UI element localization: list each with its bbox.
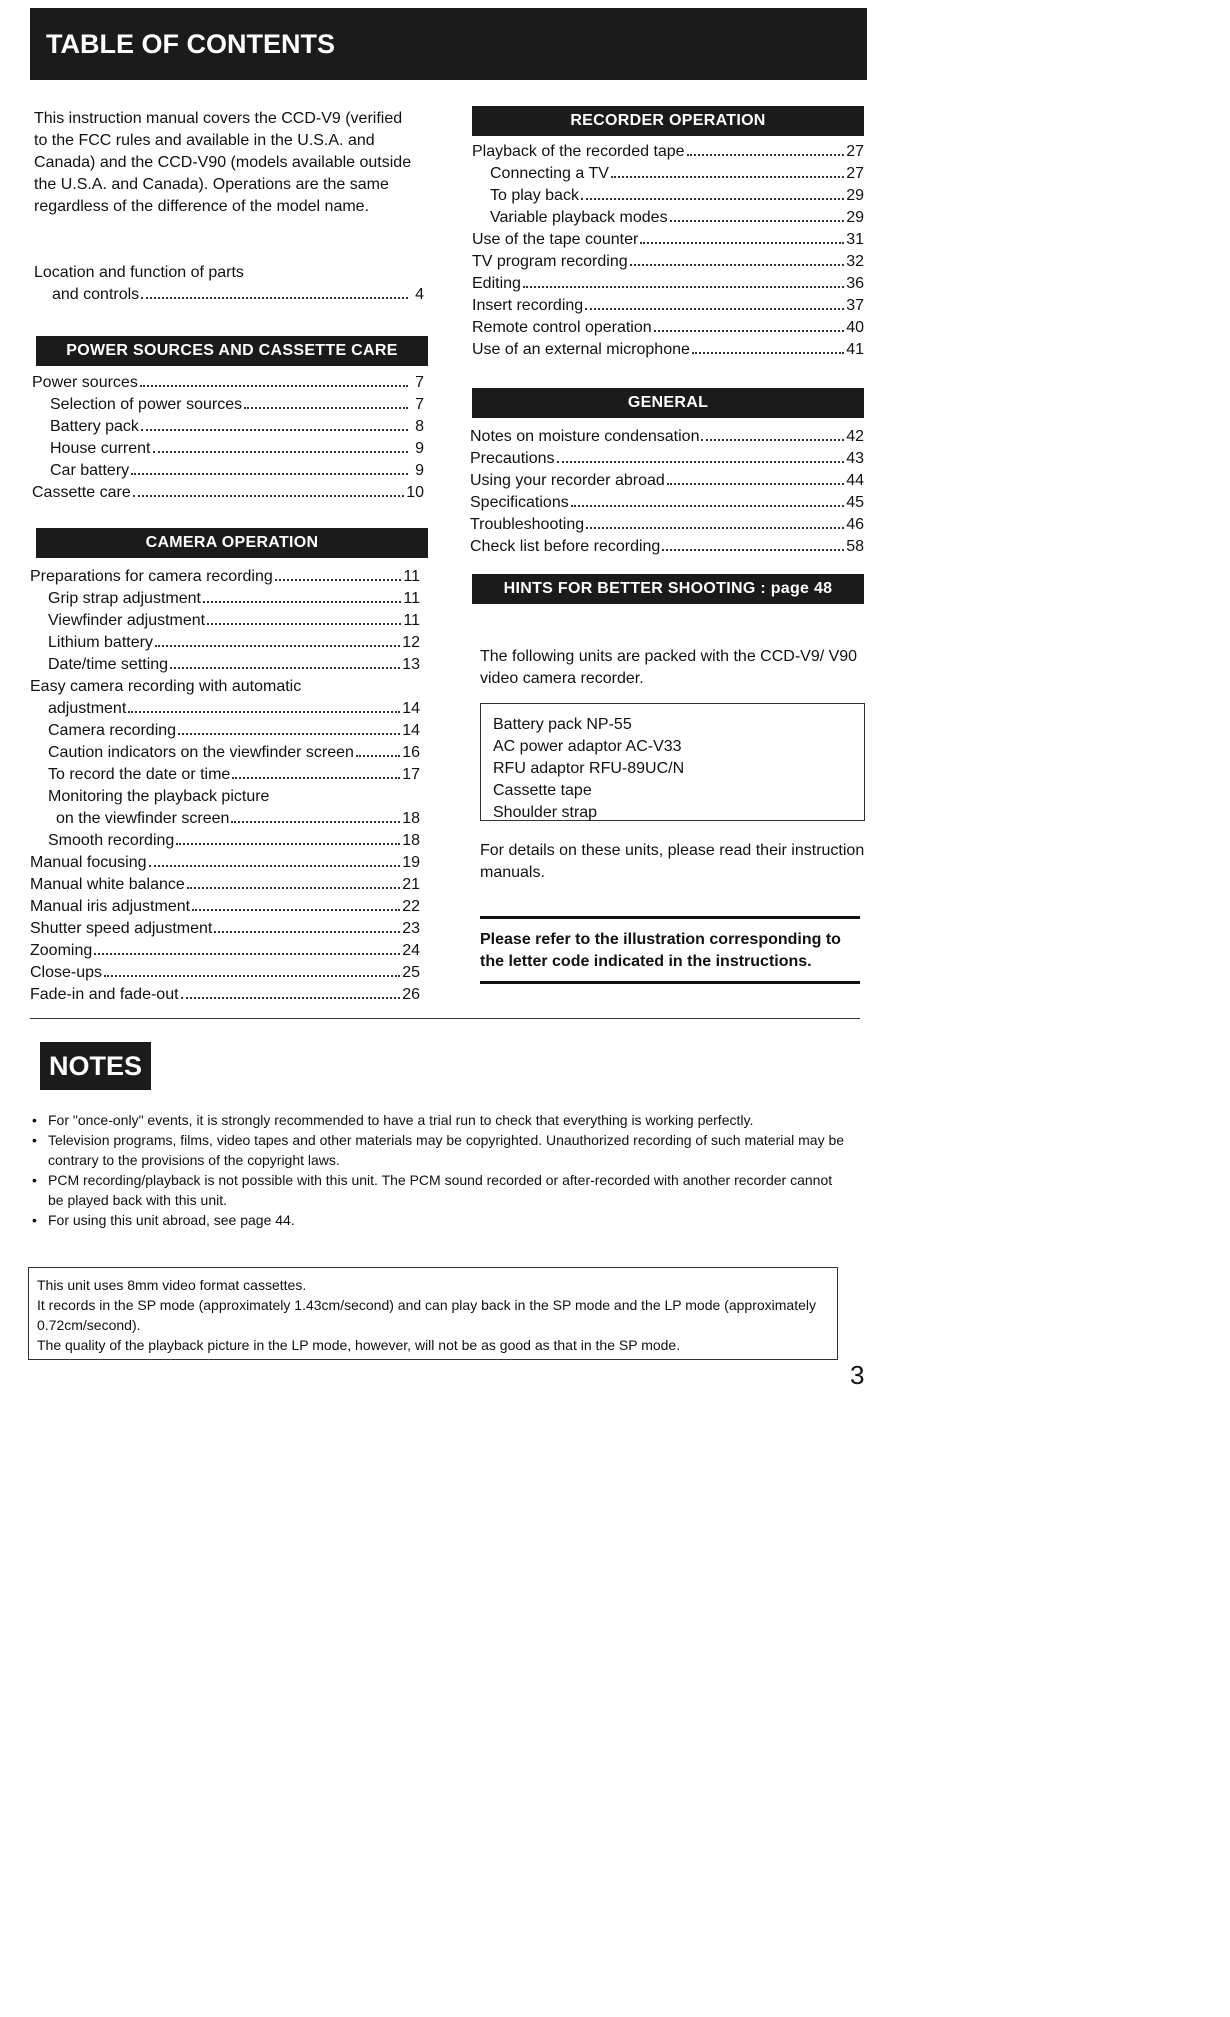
toc-item-page: 8	[415, 418, 424, 435]
illustration-note: Please refer to the illustration corresponding to the letter code indicated in the instructions.	[480, 916, 860, 984]
toc-item-title: Monitoring the playback picture	[48, 788, 270, 805]
toc-item	[30, 654, 420, 676]
toc-item-page: 11	[403, 612, 420, 629]
toc-item	[30, 566, 420, 588]
toc-item	[30, 676, 420, 698]
toc-item-title: Easy camera recording with automatic	[30, 678, 302, 695]
toc-list-general	[470, 426, 864, 558]
toc-item	[30, 720, 420, 742]
toc-list-recorder	[472, 141, 864, 361]
toc-item-title: To record the date or time	[48, 766, 231, 783]
toc-item-title: Playback of the recorded tape	[472, 143, 685, 160]
toc-item	[30, 962, 420, 984]
format-note-box	[28, 1267, 838, 1360]
dot-leader	[155, 645, 400, 647]
dot-leader	[667, 483, 844, 485]
notes-list	[30, 1110, 850, 1230]
toc-item-page: 36	[846, 275, 864, 292]
page-title: TABLE OF CONTENTS	[30, 8, 867, 80]
toc-item-page: 46	[846, 516, 864, 533]
dot-leader	[231, 821, 400, 823]
dot-leader	[149, 865, 401, 867]
toc-item-title: Connecting a TV	[490, 165, 609, 182]
toc-item	[472, 273, 864, 295]
format-note-line: The quality of the playback picture in the LP mode, however, will not be as good as that in the SP mode.	[37, 1337, 681, 1353]
toc-item-page: 7	[415, 396, 424, 413]
toc-item-page: 25	[402, 964, 420, 981]
toc-item	[472, 207, 864, 229]
dot-leader	[611, 176, 844, 178]
toc-item-page: 44	[846, 472, 864, 489]
toc-item-title: Smooth recording	[48, 832, 175, 849]
toc-item	[32, 394, 424, 416]
intro-paragraph: This instruction manual covers the CCD-V9 (verified to the FCC rules and available in the U.S.A. and Canada) and the CCD-V90 (models available outside the U.S.A. and Canada). Operations are the same regardless of the difference of the model name.	[34, 110, 412, 215]
toc-item-page: 12	[402, 634, 420, 651]
toc-item-page: 18	[402, 810, 420, 827]
format-note-line: This unit uses 8mm video format cassettes.	[37, 1277, 307, 1293]
toc-item	[32, 438, 424, 460]
toc-item-title: Selection of power sources	[50, 396, 243, 413]
toc-item	[470, 426, 864, 448]
toc-item	[30, 896, 420, 918]
toc-item	[470, 536, 864, 558]
format-note-line: It records in the SP mode (approximately 1.43cm/second) and can play back in the SP mode and the LP mode (approximately 0.72cm/second).	[37, 1297, 816, 1333]
toc-item-page: 42	[846, 428, 864, 445]
toc-item-page: 23	[402, 920, 420, 937]
toc-item	[472, 229, 864, 251]
note-text: Television programs, films, video tapes and other materials may be copyrighted. Unauthorized recording of such material may be contrary to the provisions of the copyright laws.	[48, 1132, 845, 1168]
toc-item-title: Manual focusing	[30, 854, 147, 871]
dot-leader	[128, 711, 400, 713]
toc-item	[30, 698, 420, 720]
toc-item-page: 26	[402, 986, 420, 1003]
toc-item	[32, 416, 424, 438]
toc-item-title: Date/time setting	[48, 656, 169, 673]
note-text: For "once-only" events, it is strongly recommended to have a trial run to check that everything is working perfectly.	[48, 1112, 754, 1128]
toc-item-page: 7	[415, 374, 424, 391]
toc-item-title: Variable playback modes	[490, 209, 668, 226]
toc-item	[32, 372, 424, 394]
toc-item-title: Manual white balance	[30, 876, 185, 893]
dot-leader	[571, 505, 844, 507]
toc-item	[472, 185, 864, 207]
packed-units-box	[480, 703, 865, 821]
dot-leader	[207, 623, 401, 625]
toc-item	[30, 852, 420, 874]
toc-item-title: Power sources	[32, 374, 138, 391]
toc-item-page: 29	[846, 187, 864, 204]
toc-item	[470, 492, 864, 514]
toc-item-page: 10	[406, 484, 424, 501]
toc-item-title: Editing	[472, 275, 521, 292]
dot-leader	[630, 264, 845, 266]
toc-item-page: 27	[846, 165, 864, 182]
toc-item-page: 32	[846, 253, 864, 270]
dot-leader	[153, 451, 409, 453]
toc-item-title: Use of the tape counter	[472, 231, 639, 248]
toc-item	[32, 482, 424, 504]
toc-item-title: Remote control operation	[472, 319, 652, 336]
section-heading-camera: CAMERA OPERATION	[36, 528, 428, 558]
page-number: 3	[850, 1360, 865, 1390]
dot-leader	[692, 352, 844, 354]
toc-item-title: Notes on moisture condensation	[470, 428, 700, 445]
toc-item	[30, 786, 420, 808]
dot-leader	[557, 461, 845, 463]
toc-list-camera	[30, 566, 420, 1006]
toc-item	[472, 317, 864, 339]
toc-item-title: Caution indicators on the viewfinder screen	[48, 744, 354, 761]
toc-item-title: Grip strap adjustment	[48, 590, 201, 607]
toc-item	[30, 764, 420, 786]
note-item	[30, 1110, 850, 1130]
toc-item-title: TV program recording	[472, 253, 628, 270]
dot-leader	[356, 755, 400, 757]
dot-leader	[214, 931, 400, 933]
toc-item-title: adjustment	[48, 700, 127, 717]
toc-item-page: 22	[402, 898, 420, 915]
toc-item-title: Viewfinder adjustment	[48, 612, 206, 629]
toc-item	[30, 632, 420, 654]
toc-item-page: 45	[846, 494, 864, 511]
toc-item	[472, 339, 864, 361]
toc-item	[30, 588, 420, 610]
toc-item	[30, 984, 420, 1006]
divider	[30, 1018, 860, 1019]
toc-item	[30, 874, 420, 896]
note-text: PCM recording/playback is not possible with this unit. The PCM sound recorded or after-recorded with another recorder cannot be played back with this unit.	[48, 1172, 833, 1208]
toc-item-title: Battery pack	[50, 418, 139, 435]
toc-item-page: 17	[402, 766, 420, 783]
packed-item: AC power adaptor AC-V33	[493, 738, 682, 755]
toc-item	[472, 251, 864, 273]
toc-item-title: To play back	[490, 187, 579, 204]
toc-item-page: 9	[415, 440, 424, 457]
dot-leader	[187, 887, 400, 889]
dot-leader	[176, 843, 400, 845]
section-heading-hints: HINTS FOR BETTER SHOOTING : page 48	[472, 574, 864, 604]
note-item	[30, 1210, 850, 1230]
section-heading-general: GENERAL	[472, 388, 864, 418]
toc-item-page: 31	[846, 231, 864, 248]
toc-item-page: 43	[846, 450, 864, 467]
location-line-1: Location and function of parts	[34, 264, 244, 281]
toc-item	[30, 808, 420, 830]
bullet: •	[32, 1172, 37, 1188]
toc-item	[470, 448, 864, 470]
toc-item-page: 14	[402, 700, 420, 717]
dot-leader	[232, 777, 400, 779]
toc-item-page: 40	[846, 319, 864, 336]
dot-leader	[654, 330, 845, 332]
toc-item	[32, 460, 424, 482]
toc-item-page: 13	[402, 656, 420, 673]
dot-leader	[94, 953, 400, 955]
note-item	[30, 1130, 850, 1170]
toc-item-page: 24	[402, 942, 420, 959]
section-heading-recorder: RECORDER OPERATION	[472, 106, 864, 136]
packed-item: Cassette tape	[493, 782, 592, 799]
toc-item	[30, 610, 420, 632]
packed-item: Battery pack NP-55	[493, 716, 632, 733]
toc-item-page: 9	[415, 462, 424, 479]
toc-item	[470, 514, 864, 536]
note-text: For using this unit abroad, see page 44.	[48, 1212, 295, 1228]
toc-item-page: 58	[846, 538, 864, 555]
toc-item-title: Troubleshooting	[470, 516, 585, 533]
packed-item: Shoulder strap	[493, 804, 598, 821]
toc-item-page: 16	[402, 744, 420, 761]
dot-leader	[701, 439, 844, 441]
packed-units-intro: The following units are packed with the CCD-V9/ V90 video camera recorder.	[480, 648, 858, 687]
toc-item-title: Preparations for camera recording	[30, 568, 273, 585]
bullet: •	[32, 1112, 37, 1128]
toc-item-page: 14	[402, 722, 420, 739]
location-entry	[34, 262, 424, 306]
bullet: •	[32, 1212, 37, 1228]
toc-item-title: Zooming	[30, 942, 93, 959]
toc-item-title: on the viewfinder screen	[56, 810, 230, 827]
dot-leader	[670, 220, 845, 222]
dot-leader	[192, 909, 400, 911]
toc-item-title: Manual iris adjustment	[30, 898, 191, 915]
dot-leader	[140, 385, 408, 387]
toc-item-page: 27	[846, 143, 864, 160]
dot-leader	[275, 579, 402, 581]
toc-item-title: Precautions	[470, 450, 555, 467]
toc-item	[30, 742, 420, 764]
note-item	[30, 1170, 850, 1210]
location-line-2: and controls 4	[52, 286, 424, 303]
dot-leader	[585, 308, 844, 310]
toc-item-title: Fade-in and fade-out	[30, 986, 179, 1003]
toc-item-title: Shutter speed adjustment	[30, 920, 213, 937]
packed-units-details: For details on these units, please read their instruction manuals.	[480, 842, 865, 881]
toc-item	[30, 940, 420, 962]
dot-leader	[203, 601, 401, 603]
toc-item-title: Use of an external microphone	[472, 341, 690, 358]
dot-leader	[141, 429, 408, 431]
dot-leader	[662, 549, 844, 551]
toc-item-title: Camera recording	[48, 722, 177, 739]
toc-item	[472, 295, 864, 317]
section-heading-power: POWER SOURCES AND CASSETTE CARE	[36, 336, 428, 366]
toc-item-page: 29	[846, 209, 864, 226]
bullet: •	[32, 1132, 37, 1148]
toc-item-title: Close-ups	[30, 964, 103, 981]
notes-title: NOTES	[40, 1042, 151, 1090]
dot-leader	[133, 495, 404, 497]
toc-item-title: Insert recording	[472, 297, 584, 314]
toc-item-title: Cassette care	[32, 484, 131, 501]
dot-leader	[131, 473, 408, 475]
dot-leader	[581, 198, 844, 200]
dot-leader	[586, 527, 844, 529]
toc-item	[30, 830, 420, 852]
toc-item-page: 18	[402, 832, 420, 849]
dot-leader	[170, 667, 400, 669]
toc-item-page: 19	[402, 854, 420, 871]
toc-item-page: 41	[846, 341, 864, 358]
toc-item-title: House current	[50, 440, 151, 457]
dot-leader	[244, 407, 408, 409]
toc-item-title: Using your recorder abroad	[470, 472, 665, 489]
toc-item	[30, 918, 420, 940]
toc-item-page: 11	[403, 590, 420, 607]
toc-item-page: 11	[403, 568, 420, 585]
dot-leader	[181, 997, 401, 999]
toc-item-title: Specifications	[470, 494, 569, 511]
dot-leader	[178, 733, 400, 735]
toc-list-power	[32, 372, 424, 504]
dot-leader	[104, 975, 400, 977]
packed-item: RFU adaptor RFU-89UC/N	[493, 760, 685, 777]
dot-leader	[523, 286, 844, 288]
toc-item-title: Car battery	[50, 462, 130, 479]
toc-item	[470, 470, 864, 492]
dot-leader	[687, 154, 845, 156]
toc-item-title: Check list before recording	[470, 538, 661, 555]
toc-item-page: 37	[846, 297, 864, 314]
toc-item	[472, 163, 864, 185]
toc-item-page: 21	[402, 876, 420, 893]
dot-leader	[640, 242, 844, 244]
toc-item	[472, 141, 864, 163]
toc-item-title: Lithium battery	[48, 634, 153, 651]
